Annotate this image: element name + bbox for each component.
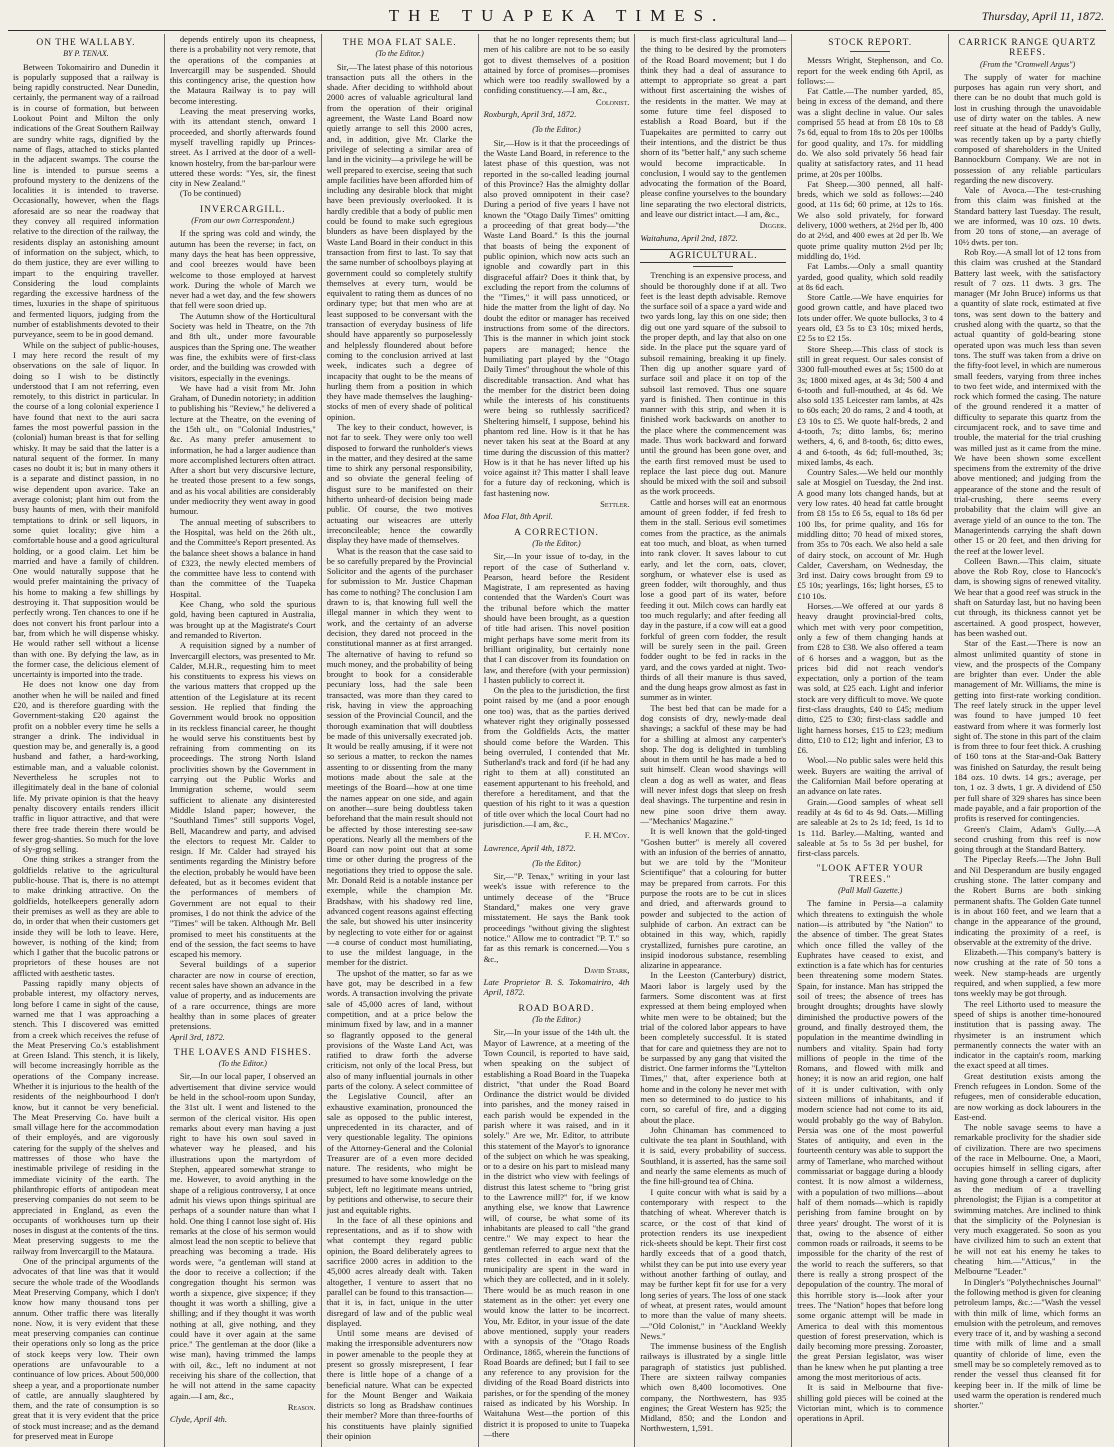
title-rule (693, 266, 733, 267)
article-subtitle: (To the Editor.) (532, 125, 581, 135)
article-paragraph: The key to their conduct, however, is not far to seek. They were only too well disposed to forward the runholder's views in the matter, and they desired at the same time to shirk any personal responsibility, and so obviate the general feeling of disgust sure to be manifested on their hitherto unheard-of decision being made public. Of course, the two motives actuating our wiseacres are utterly irreconcileable; hence the cowardly display they have made of themselves. (326, 421, 473, 546)
article-paragraph: What is the reason that the case said to be so carefully prepared by the Provincial Solicitor and the agents of the purchaser for submission to Mr. Justice Chapman has come to nothing? The conclusion I am drawn to is, that knowing full well the illegal manner in which they went to work, and the certainty of an adverse decision, they dared not proceed in the constitutional manner as at first arranged. The alternative of having to refund so much money, and the probability of being brought to book for a considerable pecuniary loss, had the sale been transacted, was more than they cared to risk, having in view the approaching session of the Provincial Council, and the thorough examination that will doubtless be made of this universally execrated job. It would be really amusing, if it were not so serious a matter, to reckon the names assenting to or dissenting from the many motions made about the sale at the meetings of the Board—how at one time the names appear on one side, and again on another—sure being doubtless taken beforehand that the main result should not be affected by those interesting see-saw operations. Nearly all the members of the Board can now point out that at some time or other during the progress of the negotiations they tried to oppose the sale. Mr. Donald Reid is a notable instance per exemple, while the champion Mr. Bradshaw, with his shadowy red line, advanced cogent reasons against effecting the sale, but showed his utter insincerity by neglecting to vote either for or against—a course of conduct most humiliating, to use the mildest language, in the member for the district. (326, 545, 473, 968)
article-signature: F. H. M'Coy. (584, 830, 630, 841)
article-paragraph: Fat Lambs.—Only a small quantity yarded, good quality, which sold readily at 8s 6d each. (797, 261, 944, 292)
article (484, 34, 630, 119)
article-title: THE MOA FLAT SALE. (342, 38, 457, 48)
article (170, 1048, 316, 1425)
article-paragraph: Star of the East.—There is now an almost unlimited quantity of stone in view, and the prospects of the Company are brighter than ever. Under the able management of Mr. Williams, the mine is getting into first-rate working condition. The reef lately struck in the upper level was found to have jumped 10 feet eastward from where it was formerly lost sight of. The stone in this part of the claim is from three to four feet thick. A crushing of 160 tons at the Star-and-Oak Battery was finished on Saturday, the result being 184 ozs. 10 dwts. 14 grs.; average, per ton, 1 oz. 3 dwts, 1 gr. A dividend of £50 per full share of 329 shares has since been made payable, and a fair proportion of the profits is reserved for contingencies. (954, 638, 1101, 824)
column-2 (165, 34, 322, 1447)
article (954, 38, 1101, 1410)
article-title: STOCK REPORT. (828, 38, 913, 48)
article-signature: Settler. (600, 499, 630, 510)
title-rule (850, 51, 890, 52)
article-paragraph: is much first-class agricultural land—the thing to be desired by the promoters of the Road Board movement; but I do think they had a deal of assurance to attempt to appropriate so great a part without first ascertaining the wishes of the residents in the matter. We may at some future time feel disposed to establish a Road Board, but if the Tuapekaites are permitted to carry out their intentions, and the district be thus shorn of its "better half," any such scheme would become impracticable. In conclusion, I would say to the gentlemen advocating the formation of the Board, please confine yourselves to the boundary line separating the two electoral districts, and leave our district intact.—I am, &c., (640, 34, 787, 220)
article-subtitle: (From the "Cromwell Argus") (979, 59, 1076, 69)
article (327, 38, 473, 1441)
article-paragraph: Great destitution exists among the French refugees in London. Some of the refugees, men of considerable education, are now working as dock labourers in the East-end. (954, 1070, 1101, 1122)
column-3 (322, 34, 479, 1447)
column-5 (635, 34, 792, 1447)
article-paragraph: Sir,—How is it that the proceedings of the Waste Land Board, in reference to the latest phase of this question, was not reported in the so-called leading journal of this Province? Has the almighty dollar also proved omnipotent in their case? During a period of five years I have not known the "Otago Daily Times" omitting a proceeding of that great body—"the Waste Land Board." Is this the journal that boasts of being the exponent of public opinion, which now acts such an ignoble and cowardly part in this disgraceful affair? Does it think that, by excluding the report from the columns of the "Times," it will pass unnoticed, or hide the matter from the light of day. No doubt the editor or manager has received instructions from some of the directors. This is the manner in which joint stock papers are managed; hence the humiliating part played by the "Otago Daily Times" throughout the whole of this discreditable transaction. And what has the member for the district been doing while the interests of his constituents were being so ruthlessly sacrificed? Sheltering himself, I suppose, behind his phantom red line. How is it that he has never taken his seat at the Board at any time during the discussion of this matter? How is it that he has never lifted up his voice against it? This matter I shall leave for a future day of reckoning, which is fast hastening now. (483, 137, 630, 498)
article-signature: Reason. (287, 1401, 316, 1412)
article-paragraph: Green's Claim, Adam's Gully.—A second crushing from this reef is now going through at the Standard Battery. (954, 823, 1101, 855)
article-paragraph: Sir,—In your issue of the 14th ult. the Mayor of Lawrence, at a meeting of the Town Council, is reported to have said, when speaking on the subject of establishing a Road Board in the Tuapeka district, "that under the Road Board Ordinance the district would be divided into parishes, and the money raised in each parish would be expended in the parish where it was raised, and in it solely." Are we, Mr. Editor, to attribute this statement of the Mayor's to ignorance of the subject on which he was speaking, or to a desire on his part to mislead many in the district who view with feelings of distrust this latest scheme to "bring grist to the Lawrence mill?" for, if we know anything else, we know that Lawrence will, of course, be what some of its inhabitants are pleased to call "the grand centre." We may expect to hear the gentleman referred to argue next that the rates collected in each ward of the municipality are spent in the ward in which they are collected, and in it solely. There would be as much reason in one statement as in the other: yet every one would know the latter to be incorrect. You, Mr. Editor, in your issue of the date above mentioned, supply your readers with a synopsis of the "Otago Roads Ordinance, 1865, wherein the functions of Road Boards are defined; but I fail to see any reference to any provision for the dividing of the Road Board districts into parishes, or for the spending of the money raised as indicated by his Worship. In Waitahuna West—the portion of this district it is proposed to unite to Tuapeka—there (483, 1027, 630, 1439)
newspaper-title: THE TUAPEKA TIMES. (388, 6, 726, 25)
article-paragraph: We have had a visit from Mr. John Graham, of Dunedin notoriety; in addition to publishing his "Review," he delivered a lecture at the Theatre, on the evening of the 15th ult., on "Colonial Industries," &c. As many prefer amusement to information, he had a larger audience than more accomplished lecturers often attract. After a short but very discursive lecture, he treated those present to a few songs, and as his vocal abilities are considerably under mediocrity they went away in good humour. (169, 382, 316, 517)
article-paragraph: Fat Sheep.—300 penned, all half-breds, which we sold as follows:—240 good, at 11s 6d; 60 prime, at 12s to 16s. We also sold privately, for forward delivery, 1000 wethers, at 2½d per lb, 400 do at 2½d, and 400 ewes at 2d per lb. We quote prime quality mutton 2½d per lb; middling do, 1½d. (797, 178, 944, 261)
article-paragraph: that he no longer represents them; but men of his calibre are not to be so easily got to divest themselves of a position attained by force of promises—promises which were too readily swallowed by a confiding constituency.—I am, &c., (483, 34, 630, 96)
article-subtitle: BY P. TENAX. (63, 49, 109, 59)
article-paragraph: While on the subject of public-houses, I may here record the result of my observations on the sale of liquor. In doing so I wish to be distinctly understood that I am not referring, even remotely, to this district in particular. In the course of a long colonial experience I have found that next to the auri sacra fames the most powerful passion in the (colonial) human breast is that for selling whisky. It may be said that the latter is a natural sequent of the former. In many cases no doubt it is; but in many others it is a separate and distinct passion, in no wise dependent upon avarice. Take an average colonist; plant him out from the busy haunts of men, with their manifold temptations to drink or sell liquors, in some quiet locality; give him a comfortable house and a good agricultural holding, or a good claim. Let him be married and have a family of children. One would naturally suppose that he would prefer maintaining the privacy of his home to making a few shillings by destroying it. That supposition would be perfectly wrong. Ten chances to one if he does not convert his front parlour into a bar, from which he will dispense whisky. He would rather sell without a license than with one. By defying the law, as in the former case, the delicious element of uncertainty is imported into the trade. (13, 339, 159, 680)
article-paragraph: Elizabeth.—This company's battery is now crushing at the rate of 50 tons a week. New stamp-heads are urgently required, and when supplied, a few more tons weekly may be got through. (954, 947, 1101, 999)
article-paragraph: Sir,—In your issue of to-day, in the report of the case of Sutherland v. Pearson, heard before the Resident Magistrate, I am represented as having contended that the Warden's Court was the tribunal before which the matter should have been brought, as a question of title had arisen. This novel position might perhaps have some merit from its brilliant originality, but certainly none that I can discover from its foundation on law, and therefore (with your permission) I hasten publicly to correct it. (483, 551, 630, 685)
article (170, 205, 316, 1042)
article-subtitle: (To the Editor.) (532, 538, 581, 548)
article-paragraph: Sir,—In our local paper, I observed an advertisement that divine service would be held in the school-room upon Sunday, the 31st ult. I went and listened to the sermon of the clerical visitor. His open remarks about every man having a just right to have his own soul saved in whatever way he pleased, and his illustrations upon the martyrdom of Stephen, appeared somewhat strange to me. However, to avoid anything in the shape of a religious controversy, I at once admit his views upon things spiritual are perhaps of a sounder nature than what I hold. One thing I cannot lose sight of. His remarks at the close of his sermon would almost lead the non sceptic to believe that preaching was becoming a trade. His words were, "a gentleman will stand at the door to receive a collection; if the congregation thought his sermon was worth a sixpence, give sixpence; if they thought it was worth a shilling, give a shilling; and if they thought it was worth nothing at all, give nothing, and they could have it over again at the same price." The gentleman at the door (like a wise man), having trimmed the lamps with oil, &c., left no indument at not receiving his share of the collection, that he will not attend in the same capacity again.—I am, &c., (169, 1071, 316, 1401)
article-paragraph: The immense business of the English railways is illustrated by a single little paragraph of statistics just published. There are sixteen railway companies which own 8,400 locomotives. One company, the Northwestern, has 935 engines; the Great Western has 925; the Midland, 850; and the London and Northwestern, 1,591. (640, 1341, 787, 1434)
article-dateline: Roxburgh, April 3rd, 1872. (483, 109, 577, 120)
article (484, 1004, 630, 1439)
article-paragraph: It is well known that the gold-tinged "Goshen butter" is merely all covered with an infusion of the berries of annatto, but we are told by the "Moniteur Scientifique" that a colouring for butter may be prepared from carrots. For this purpose the roots are to be cut in slices and dried, and afterwards ground to powder and subjected to the action of sulphide of carbon. An extract can be obtained in this way, which, rapidly crystallized, furnishes pure carotine, an insipid inodorous substance, resembling alizarine in appearance. (640, 826, 787, 971)
article-paragraph: The annual meeting of subscribers to the Hospital, was held on the 26th ult., and the Committee's Report presented. As the balance sheet shows a balance in hand of £323, the newly elected members of the committee have less to contend with than the committee of the Tuapeka Hospital. (169, 516, 316, 599)
article-paragraph: It is said in Melbourne that five-shilling gold pieces will be coined at the Victorian mint, which is to commence operations in April. (797, 1382, 944, 1424)
article-paragraph: In Dingler's "Polythechnisches Journal" the following method is given for cleaning petroleum lamps, &c.:—"Wash the vessel with thin milk of lime, which forms an emulsion with the petroleum, and removes every trace of it, and by washing a second time with milk of lime and a small quantity of chloride of lime, even the smell may be so completely removed as to render the vessel thus cleansed fit for keeping beer in. If the milk of lime be used warm the operation is rendered much shorter." (954, 1276, 1101, 1411)
article (640, 249, 786, 1434)
newspaper-columns (8, 34, 1106, 1442)
article-paragraph: Grain.—Good samples of wheat sell readily at 4s 6d to 4s 9d. Oats.—Milling are saleable at 2s to 2s 1d; feed, 1s 1d to 1s 11d. Barley.—Malting, wanted and saleable at 5s to 5s 3d per bushel, for first-class parcels. (797, 796, 944, 859)
article-paragraph: depends entirely upon its cheapness, there is a probability not very remote, that the operations of the companies at Invercargill may be suspended. Should this contingency arise, the question how the Mataura Railway is to pay will become interesting. (169, 34, 316, 106)
issue-date: Thursday, April 11, 1872. (981, 9, 1104, 23)
article-paragraph: If the spring was cold and windy, the autumn has been the reverse; in fact, on many days the heat has been oppressive, and cool breezes would have been welcome to those employed at harvest work. During the whole of March we never had a wet day, and the few showers that fell were soon dried up. (169, 228, 316, 311)
article-paragraph: The upshot of the matter, so far as we have got, may be described in a few words. A transaction involving the private sale of 45,000 acres of land, without competition, and at a price below the minimum fixed by law, and in a manner so flagrantly opposed to the general provisions of the Waste Land Act, was ratified to draw forth the adverse criticism, not only of the local Press, but also of many influential journals in other parts of the colony. A select committee of the Legislative Council, after an exhaustive examination, pronounced the sale as opposed to the public interest, unprecedented in its character, and of very questionable legality. The opinions of the Attorney-General and the Colonial Treasurer are of a even more decided nature. The residents, who might be presumed to have some knowledge on the subject, left no legitimate means untried, by petitions and otherwise, to secure their just and equitable rights. (326, 967, 473, 1215)
article-paragraph: Store Cattle.—We have enquiries for good grown cattle, and have placed two lots under offer. We quote bullocks, 3 to 4 years old, £3 5s to £3 10s; mixed herds, £2 5s to £2 15s. (797, 292, 944, 344)
article-paragraph: In the Leeston (Canterbury) district, Maori labor is largely used by the farmers. Some discontent was at first expressed at them being employed when white men were to be obtained; but the trial of the colored labor appears to have been completely successful. It is stated that for care and quietness they are not to be surpassed by any gang that visited the district. One farmer informs the "Lyttelton Times," that, after experience both at home and in the colony he never met with men so determined to do justice to his corn, so careful of fire, and a digging about the place. (640, 970, 787, 1125)
article-paragraph: Wool.—No public sales were held this week. Buyers are waiting the arrival of the Californian Mail before operating at an advance on late rates. (797, 755, 944, 797)
article-paragraph: Kee Chang, who sold the spurious gold, having been captured in Australia, was brought up at the Magistrate's Court and remanded to Riverton. (169, 599, 316, 640)
article-title: THE LOAVES AND FISHES. (173, 1047, 312, 1058)
article-paragraph: Fat Cattle.—The number yarded, 85, being in excess of the demand, and there was a slight decline in value. Our sales comprised 55 head at from £8 10s to £8 7s 6d, equal to from 18s to 20s per 100lbs for good quality, and 17s. for middling do. We also sold privately 56 head fair quality at satisfactory rates, and 11 head prime, at 20s per 100lbs. (797, 86, 944, 179)
article-title: "LOOK AFTER YOUR TREES." (816, 864, 924, 885)
column-7 (949, 34, 1106, 1447)
article-subtitle: (To the Editor.) (375, 49, 424, 59)
article-paragraph: Between Tokomairiro and Dunedin it is popularly supposed that a railway is being rapidly constructed. Near Dunedin, certainly, the permanent way of a railroad is in course of formation, but between Lookout Point and Milton the only indications of the Great Southern Railway are sundry white rags, dignified by the name of flags, attached to sticks planted in the adjacent swamps. The course the line is intended to pursue seems a profound mystery to the denizens of the localities it is intended to traverse. Occasionally, however, when the flags aforesaid are so near the roadway that they convey all required information relative to the direction of the railway, the residents display an astonishing amount of information on the subject, which, to do them justice, they are ever willing to impart to the enquiring traveller. Considering the loud complaints regarding the excessive hardness of the times, luxuries in the shape of spirituous and fermented liquors, judging from the number of establishments devoted to their purveyance, seem to be in good demand. (13, 61, 159, 340)
article (484, 125, 630, 521)
article-paragraph: The reel Lithorto used to measure the speed of ships is another time-honoured institution that is passing away. The rhysimeter is an instrument which permanently connects the water with an indicator in the captain's room, marking the exact speed at all times. (954, 998, 1101, 1071)
article-paragraph: Horses.—We offered at our yards 8 heavy draught provincial-bred colts, which met with very poor competition, only a few of them changing hands at from £28 to £38. We also offered a team of 6 horses and a waggon, but as the prices bid did not reach vendor's expectation, only a portion of the team was sold, at £25 each. Light and inferior stock are very difficult to move. We quote first-class draughts, £40 to £45; medium ditto, £25 to £30; first-class saddle and light harness horses, £15 to £23; medium ditto, £10 to £12; light and inferior, £3 to £6. (797, 601, 944, 756)
article-subtitle: (To the Editor.) (532, 858, 581, 868)
article-paragraph: On the plea to the jurisdiction, the first point raised by me (and a poor enough one too) was, that as the parties derived whatever right they originally possessed from the Goldfields Acts, the matter should come before the Warden. This being overruled, I contended that Mr. Sutherland's track and ford (if he had any right to them at all) constituted an easement appurtenant to his freehold, and therefore a hereditament, and that the question of his right to it was a question of title over which the local Court had no jurisdiction.—I am, &c., (483, 685, 630, 829)
article (797, 864, 943, 1423)
article-paragraph: Rob Roy.—A small lot of 12 tons from this claim was crushed at the Standard Battery last week, with the satisfactory result of 7 ozs. 11 dwts. 3 grs. The manager (Mr John Bruce) informs us that a quantity of slate rock, estimated at five tons, was sent down to the battery and crushed along with the quartz, so that the actual quantity of gold-bearing stone operated upon was much less than seven tons. The stuff was taken from a drive on the fifty-foot level, in which are numerous small feeders, varying from three inches to two feet wide, and intermixed with the rock which formed the casing. The nature of the ground rendered it a matter of difficulty to separate this quartz from the circumjacent rock, and to save time and trouble, the material for the trial crushing was milled just as it came from the mine. We have been shown some excellent specimens from the extremity of the drive above mentioned; and judging from the appearance of the stone and the result of trial-crushing, there seems every probability that the claim will give an average yield of an ounce to the ton. The Managerintends carrying the shaft down other 15 or 20 feet, and then driving for the reef at the lower level. (954, 246, 1101, 556)
article (640, 34, 786, 243)
article-subtitle: (To the Editor.) (532, 1015, 581, 1025)
column-4 (479, 34, 636, 1447)
article-paragraph: Until some means are devised of making the irresponsible adventurers now in power amenable to the people they at present so grossly misrepresent, I fear there is little hope of a change of a beneficial nature. What can be expected for the Mount Benger and Waikaia districts so long as Bradshaw continues their member? More than three-fourths of his constituents have plainly signified their opinion (326, 1328, 473, 1442)
masthead (8, 4, 1106, 31)
article-paragraph: Cattle and horses will eat an enormous amount of green fodder, if fed fresh to them in the stall. Serious evil sometimes comes from the practice, as the animals eat too much, and bloat, as when turned into rank clover. It saves labour to cut early, and let the corn, oats, clover, sorghum, or whatever else is used as green fodder, wilt thoroughly, and thus lose a good part of its water, before feeding it out. Milch cows can hardly eat too much regularly; and after feeding all day in the pasture, if a cow will eat a good forkful of green corn fodder, the result will be surely seen in the pail. Green fodder ought to be fed in racks in the yard, and the cows yarded at night. Two-thirds of all their manure is thus saved, and the dung heaps grow almost as fast in summer as in winter. (640, 496, 787, 703)
article-paragraph: Messrs Wright, Stephenson, and Co. report for the week ending 6th April, as follows:— (797, 55, 944, 86)
article-title: INVERCARGILL. (199, 204, 286, 215)
article-title: A CORRECTION. (514, 527, 599, 538)
article-signature: David Stark, (584, 964, 630, 975)
article-subtitle: (From our own Correspondent.) (191, 216, 295, 226)
article-paragraph: One of the principal arguments of the advocates of that line was that it would secure the whole trade of the Woodlands Meat Preserving Company, which I don't know how many thousand tons per annum. Other traffic there was literally none. Now, it is very evident that these meat preserving companies can continue their operations only so long as the price of stock keeps very low. Their own operations are unfavourable to a continuance of low prices. About 500,000 sheep a year, and a proportionate number of cattle, are annually slaughtered by them, and the rate of consumption is so great that it is very evident that the price of stock must increase; and as the demand for preserved meat in Europe (13, 1256, 159, 1442)
article-dateline: Lawrence, April 4th, 1872. (483, 842, 576, 853)
article-paragraph: Trenching is an expensive process, and should be thoroughly done if at all. Two feet is the least depth advisable. Remove the surface soil of a space a yard wide and two yards long, lay this on one side; then dig out one yard square of the subsoil to the proper depth, and lay that also on one side. In the place put the square yard of subsoil remaining, breaking it up finely. Then dig up another square yard of surface soil and place it on top of the subsoil last removed. Thus one square yard is finished. Then continue in this manner with this strip, and when it is finished work backwards on another to the place where the commencement was made. Thus work backward and forward until the ground has been gone over, and the earth first removed must be used to replace the last piece dug out. Manure should be mixed with the soil and subsoil as the work proceeds. (640, 270, 787, 497)
article-title: CARRICK RANGE QUARTZ REEFS. (958, 38, 1097, 59)
article (797, 38, 943, 858)
article-paragraph: Several buildings of a superior character are now in course of erection, recent sales have shown an advance in the value of property, and as inducements are of a rare occurrence, things are more healthy than in some places of greater pretensions. (169, 959, 316, 1032)
article-paragraph: The famine in Persia—a calamity which threatens to extinguish the whole nation—is attributed by "the Nation" to the absence of timber. The great States which once filled the valley of the Euphrates have ceased to exist, and extinction is a fate which has for centuries been threatening some modern States. Spain, for instance. Man has stripped the soil of trees; the absence of trees has brought droughts; droughts have slowly diminished the productive powers of the ground, and finally destroyed them, the population in the meantime dwindling in numbers and vitality. Spain had forty millions of people in the time of the Romans, and flowed with milk and honey; it is now an arid region, one half of it is under cultivation, with only sixteen millions of inhabitants, and if modern science had not come to its aid, would probably go the way of Babylon. Persia was one of the most powerful States of antiquity, and even in the fourteenth century was able to support the army of Tamerlane, who marched without commissariat or baggage during a bloody contest. It is now almost a wilderness, with a population of two millions—about half of them nomads—which is rapidly perishing from famine brought on by three years' drought. The worst of it is that, owing to the absence of either common roads or railroads, it seems to be impossible for the charity of the rest of the world to reach the sufferers, so that there is really a strong prospect of the depopulation of the country. The moral of this horrible story is—look after your trees. The "Nation" hopes that before long some organic attempt will be made in America to deal with this momentous question of forest preservation, which is daily becoming more pressing. Zoroaster, the great Persian legislator, was wiser than he knew when he put planting a tree among the most meritorious of acts. (797, 898, 944, 1382)
article-subtitle: (To the Editor.) (218, 1059, 267, 1069)
article-dateline: April 3rd, 1872. (169, 1031, 225, 1042)
article-title: ROAD BOARD. (518, 1003, 595, 1014)
article-paragraph: He does not know one day from another when he will be nailed and fined £20, and is therefore guarding with the Government-staking £20 against the profit on a nobbler every time he sells a stranger a drink. The individual in question may be, and generally is, a good husband and father, a hard-working, estimable man, and a valuable colonist. Nevertheless he scruples not to illegitimately deal in the bane of colonial life. My private opinion is that the heavy penalty discovery entails renders illicit traffic in liquor attractive, and that were there free trade therein there would be fewer grog-shanties. So much for the love of sly-grog selling. (13, 679, 159, 855)
article-paragraph: One thing strikes a stranger from the goldfields relative to the agricultural public-house. That is, there is no attempt to make drinking attractive. On the goldfields, hotelkeepers generally adorn their premises as well as they are able to do, in order that when their customers get inside they will be loth to leave. Here, however, is nothing of the kind; from which I gather that the bucolic patrons or proprietors of these houses are not afflicted with aesthetic tastes. (13, 854, 159, 978)
article-paragraph: Sir,—The latest phase of this notorious transaction puts all the others in the shade. After deciding to withhold about 2000 acres of valuable agricultural land from the operation of their original agreement, the Waste Land Board now quietly arrange to sell this 2000 acres, and, in addition, give Mr. Clarke the privilege of selecting a similar area of land in the vicinity—a privilege he will be well prepared to exercise, seeing that such ample facilities have been afforded him of including any desirable block that might have been previously overlooked. It is hardly credible that a body of public men could be found to make such egregious blunders as have been displayed by the Waste Land Board in their conduct in this transaction from first to last. To say that the same number of schoolboys playing at government could so completely stultify themselves at every turn, would be equivalent to rating them as dunces of no ordinary type; but that men who are at least supposed to be conversant with the transaction of everyday business of life should have apparently so purposelessly and helplessly floundered about before coming to the conclusion arrived at last week, indicates such a degree of incapacity that ought to be the means of hurling them from a position in which they have made themselves the laughing-stocks of men of every shade of political opinion. (326, 61, 473, 422)
column-1 (8, 34, 165, 1447)
article-dateline: Clyde, April 4th. (169, 1414, 227, 1425)
article-paragraph: The Autumn show of the Horticultural Society was held in Theatre, on the 7th and 8th ult., under more favourable auspices than the Spring one. The weather was fine, the exhibits were of first-class order, and the building was crowded with visitors, especially in the evenings. (169, 310, 316, 383)
article-dateline: Moa Flat, 8th April. (483, 511, 553, 522)
article (170, 34, 316, 199)
article-paragraph: The best bed that can be made for a dog consists of dry, newly-made deal shavings; a sackful of these may be had for a shilling at almost any carpenter's shop. The dog is delighted in tumbling about in them until he has made a bed to suit himself. Clean wood shavings will clean a dog as well as water, and fleas will never infest dogs that sleep on fresh deal shavings. The turpentine and resin in new pine soon drive them away.—"Mechanics' Magazine." (640, 702, 787, 826)
article (13, 38, 159, 1441)
article-dateline: Late Proprietor B. S. Tokomairiro, 4th April, 1872. (483, 977, 630, 998)
article-paragraph: I quite concur with what is said by a contemporary with respect to the thatching of wheat. Wherever thatch is scarce, or the cost of that kind of protection renders its use inexpedient rick-sheets should be kept. Their first cost hardly exceeds that of a good thatch, whilst they can be put into use every year without another farthing of outlay, and may be further kept fit for use for a very long series of years. The loss of one stack of wheat, at present rates, would amount to more than the value of many sheets.—"Old Colonist," in "Auckland Weekly News." (640, 1186, 787, 1341)
article-paragraph: A requisition signed by a number of Invercargill electors, was presented to Mr. Calder, M.H.R., requesting him to meet his constituents to express his views on the various matters that cropped up the attention of the Legislature at its recent session. He replied that finding the Government would brook no opposition in its reckless financial career, he thought he would serve his constituents best by refraining from commenting on its proceedings. The strong North Island proclivities shown by the Government in carrying out the Public Works and Immigration scheme, would seem sufficient to alienate any disinterested Middle Island paper; however, the "Southland Times" still supports Vogel, Bell, Macandrew and party, and advised the electors to request Mr. Calder to resign. If Mr. Calder had strayed his sentiments regarding the Ministry before the election, probably he would have been defeated, but as it becomes evident that the performances of members of Government are not equal to their promises, I do not think the advice of the "Times" will be taken. Although Mr. Bell promised to meet his constituents at the end of the session, the fact seems to have escaped his memory. (169, 640, 316, 960)
article-paragraph: Country Sales.—We held our monthly sale at Mosgiel on Tuesday, the 2nd inst. A good many lots changed hands, but at very low rates. 40 head fat cattle brought from £8 15s to £6 5s, equal to 18s 6d per 100 lbs, for prime quality, and 16s for middling ditto; 70 head of mixed stores, from 35s to 70s each. We also held a sale of dairy stock, on account of Mr. Hugh Calder, Caversham, on Wednesday, the 3rd inst. Dairy cows brought from £9 to £5 10s; yearlings, 16s; light horses, £5 to £10 10s. (797, 467, 944, 601)
article-paragraph: Sir,—"P. Tenax," writing in your last week's issue with reference to the untimely decease of the "Bruce Standard," makes one very grave misstatement. He says the Bank took proceedings "without giving the slightest notice." Allow me to contradict "P. T." so far as this remark is concerned.—You s &c., (483, 871, 630, 964)
article-paragraph: The Pipeclay Reefs.—The John Bull and Nil Desperandum are busily engaged crushing stone. The latter company and the Robert Burns are both sinking permanent shafts. The Golden Gate tunnel is in about 160 feet, and we learn that a change in the appearance of the ground, indicating the proximity of a reef, is observable at the extremity of the drive. (954, 854, 1101, 947)
article-paragraph: Leaving the meat preserving works, with its attendant stench, onward I proceeded, and shortly afterwards found myself travelling rapidly up Princes-street. As I arrived at the door of a well-known hostelry, from the bar-parlour were uttered these words: "Yes, sir, the finest city in New Zealand." (169, 106, 316, 189)
article-signature: Colonist. (595, 96, 630, 107)
article-paragraph: (To be continued) (179, 188, 241, 199)
article (484, 859, 630, 998)
article-title: AGRICULTURAL. (640, 249, 786, 263)
article-title: ON THE WALLABY. (36, 38, 136, 48)
article-paragraph: In the face of all these opinions and representations, and as if to show with what contempt they regard public opinion, the Board deliberately agrees to sacrifice 2000 acres in addition to the 45,000 acres already dealt with. Taken altogether, I venture to assert that no parallel can be found to this transaction—that it is, in fact, unique in the utter disregard of law and of the public weal displayed. (326, 1214, 473, 1328)
article-paragraph: John Chinaman has commenced to cultivate the tea plant in Southland, with it is said, every probability of success. Southland, it is asserted, has the same soil and nearly the same elements as much of the fine hill-ground tea of China. (640, 1124, 787, 1187)
article-paragraph: Passing rapidly many objects of probable interest, my olfactory nerves, long before I came in sight of the cause, warned me that I was approaching a stench. This I discovered was emitted from a creek which receives the refuse of the Meat Preserving Co.'s establishment at Green Island. This stench, it is likely, will become increasingly horrible as the operations of the Company increase. Whether it is injurious to the health of the residents of the neighbourhood I don't know, but it cannot be very beneficial. The Meat Preserving Co. have built a small village here for the accommodation of their employés, and are vigorously catering for the supply of the shelves and mattresses of those who have the inestimable privilege of residing in the immediate vicinity of the earth. The philanthropic efforts of antipodean meat preserving companies do not seem to be appreciated in England, as even the occupants of workhouses turn up their noses in disgust at the contents of the tins. Meat preserving suggests to me the railway from Invercargill to the Mataura. (13, 978, 159, 1256)
article-paragraph: Colleen Bawn.—This claim, situate above the Rob Roy, close to Hancock's dam, is showing signs of renewed vitality. We hear that a good reef was struck in the shaft on Saturday last, but no having been cut through, its thickness cannot yet be ascertained. A good prospect, however, has been washed out. (954, 555, 1101, 638)
article-subtitle: (Pall Mall Gazette.) (838, 886, 903, 896)
article-signature: Digger. (759, 220, 787, 231)
article-paragraph: The noble savage seems to have a remarkable proclivity for the shadier side of civilization. There are two specimens of the race in Melbourne. One, a Maori, occupies himself in selling cigars, after having gone through a career of duplicity as the medium of a travelling phrenologist; the Fijian is a competitor at swimming matches. Are inclined to think that the simplicity of the Polynesian is very much exaggerated. So soon as you have civilized him to such an extent that he will not eat his enemy he takes to cheating him.—"Atticus," in the Melbourne "Leader." (954, 1122, 1101, 1277)
article-paragraph: The supply of water for machine purposes has again run very short, and there can be no doubt that much gold is lost in crushing through the unavoidable use of dirty water on the tables. A new reef situate at the head of Paddy's Gully, was recently taken up by a party chiefly composed of shareholders in the United Bannockburn Company. We are not in possession of any reliable particulars regarding the new discovery. (954, 71, 1101, 185)
article-paragraph: Vale of Avoca.—The test-crushing from this claim was finished at the Standard battery last Tuesday. The result, we are informed, was 10 ozs. 10 dwts. from 20 tons of stone,—an average of 10½ dwts. per ton. (954, 185, 1101, 247)
article (484, 528, 630, 853)
column-6 (792, 34, 949, 1447)
article-dateline: Waitahuna, April 2nd, 1872. (640, 232, 738, 243)
article-paragraph: Store Sheep.—This class of stock is still in great request. Our sales consist of 3300 full-mouthed ewes at 5s; 1500 do at 3s; 1800 mixed ages, at 4s 3d; 500 4 and 6-tooth and full-mouthed, at 4s 6d. We also sold 135 Leicester ram lambs, at 42s to 60s each; 20 do rams, 2 and 4 tooth, at £3 10s to £5. We quote half-breds, 2 and 4-tooth, 7s; ditto lambs, 6s; merino wethers, 4, 6, and 8-tooth, 6s; ditto ewes, 4 and 6-tooth, 4s 6d; full-mouthed, 3s; mixed lambs, 4s each. (797, 343, 944, 467)
